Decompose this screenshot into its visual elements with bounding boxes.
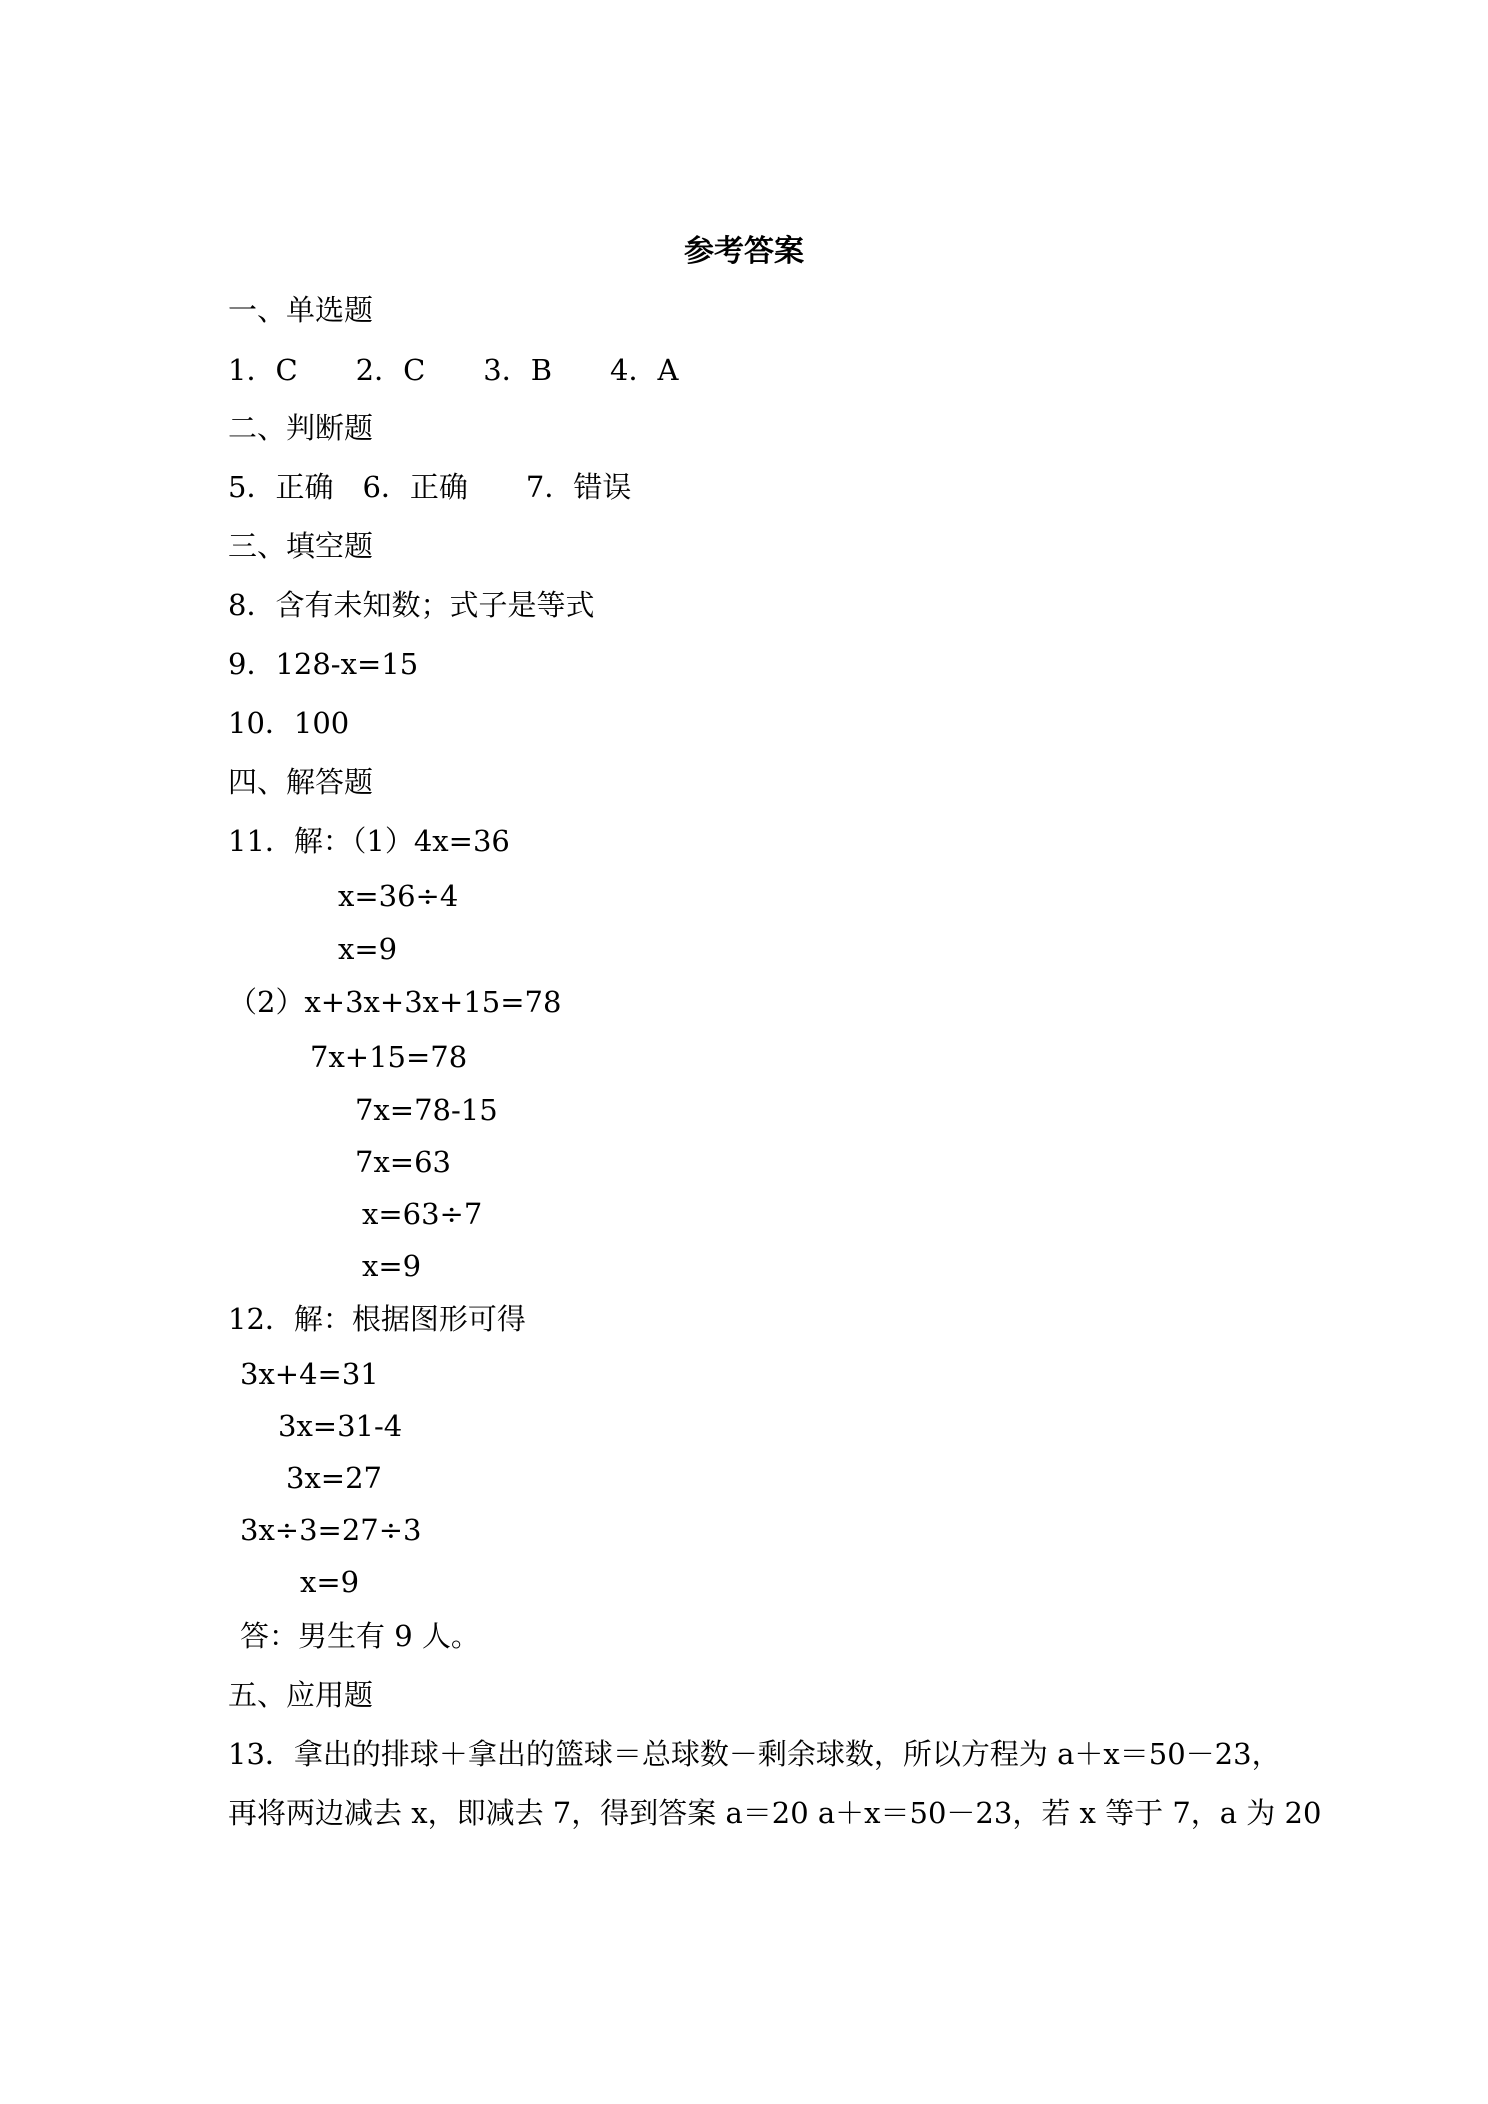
section-heading-true-false: 二、判断题 bbox=[228, 411, 374, 445]
section-heading-single-choice: 一、单选题 bbox=[228, 293, 374, 327]
page-title: 参考答案 bbox=[684, 234, 804, 269]
section-heading-application: 五、应用题 bbox=[228, 1678, 374, 1712]
answer-10: 10．100 bbox=[228, 706, 350, 740]
answer-12-line-4: 3x=27 bbox=[286, 1461, 383, 1495]
section-heading-fill-blank: 三、填空题 bbox=[228, 529, 374, 563]
answer-11-part-2-line-2: 7x+15=78 bbox=[310, 1040, 468, 1074]
answer-11-part-2-line-4: 7x=63 bbox=[355, 1145, 452, 1179]
answer-11-part-2-line-5: x=63÷7 bbox=[362, 1197, 483, 1231]
answer-9: 9．128-x=15 bbox=[228, 647, 419, 681]
answer-11-part-2-line-1: （2）x+3x+3x+15=78 bbox=[228, 985, 562, 1019]
answer-12-line-1: 12．解：根据图形可得 bbox=[228, 1302, 526, 1336]
answer-12-line-6: x=9 bbox=[300, 1565, 360, 1599]
answers-5-7: 5．正确 6．正确 7．错误 bbox=[228, 470, 632, 504]
answer-11-line-3: x=9 bbox=[338, 932, 398, 966]
answer-11-line-2: x=36÷4 bbox=[338, 879, 459, 913]
answer-12-line-5: 3x÷3=27÷3 bbox=[240, 1513, 422, 1547]
section-heading-solve: 四、解答题 bbox=[228, 765, 374, 799]
answer-12-line-3: 3x=31-4 bbox=[278, 1409, 403, 1443]
answer-12-line-2: 3x+4=31 bbox=[240, 1357, 379, 1391]
answers-1-4: 1．C 2．C 3．B 4．A bbox=[228, 353, 679, 387]
answer-13-line-2: 再将两边减去 x，即减去 7，得到答案 a＝20 a＋x＝50－23，若 x 等于 7，a 为 20 bbox=[228, 1796, 1322, 1830]
answer-11-part-2-line-6: x=9 bbox=[362, 1249, 422, 1283]
answer-12-conclusion: 答：男生有 9 人。 bbox=[240, 1619, 480, 1653]
answer-8: 8．含有未知数；式子是等式 bbox=[228, 588, 595, 622]
answer-11-part-2-line-3: 7x=78-15 bbox=[355, 1093, 498, 1127]
answer-13-line-1: 13．拿出的排球＋拿出的篮球＝总球数－剩余球数，所以方程为 a＋x＝50－23， bbox=[228, 1737, 1281, 1771]
answer-11-line-1: 11．解：（1）4x=36 bbox=[228, 824, 510, 858]
